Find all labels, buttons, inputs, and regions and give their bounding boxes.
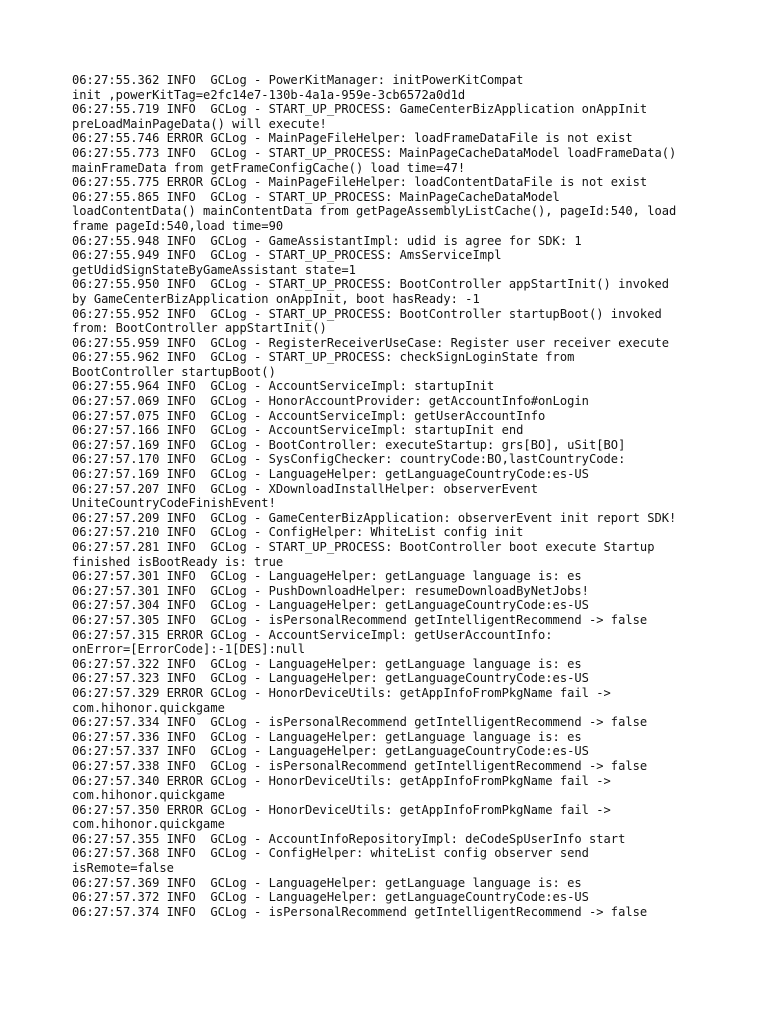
log-line: 06:27:57.304 INFO GCLog - LanguageHelper: getLanguageCountryCode:es-US [72,598,589,613]
log-line: 06:27:55.865 INFO GCLog - START_UP_PROCESS: MainPageCacheDataModel [72,189,560,204]
log-line: 06:27:57.368 INFO GCLog - ConfigHelper: whiteList config observer send [72,846,589,861]
log-line: 06:27:55.773 INFO GCLog - START_UP_PROCESS: MainPageCacheDataModel loadFrameData() [72,145,677,160]
log-line: 06:27:55.962 INFO GCLog - START_UP_PROCESS: checkSignLoginState from [72,350,575,365]
log-line: 06:27:55.949 INFO GCLog - START_UP_PROCESS: AmsServiceImpl [72,248,502,263]
log-line: 06:27:55.775 ERROR GCLog - MainPageFileHelper: loadContentDataFile is not exist [72,175,648,190]
log-line: 06:27:55.746 ERROR GCLog - MainPageFileHelper: loadFrameDataFile is not exist [72,131,633,146]
log-line: 06:27:57.329 ERROR GCLog - HonorDeviceUtils: getAppInfoFromPkgName fail -> [72,685,611,700]
log-line: 06:27:57.301 INFO GCLog - LanguageHelper: getLanguage language is: es [72,569,582,584]
log-line: 06:27:57.169 INFO GCLog - BootController: executeStartup: grs[BO], uSit[BO] [72,437,626,452]
log-line: 06:27:57.210 INFO GCLog - ConfigHelper: WhiteList config init [72,525,524,540]
log-line: 06:27:57.209 INFO GCLog - GameCenterBizApplication: observerEvent init report SDK! [72,510,677,525]
log-line: UniteCountryCodeFinishEvent! [72,496,276,511]
log-line: mainFrameData from getFrameConfigCache() load time=47! [72,160,466,175]
log-line: 06:27:55.719 INFO GCLog - START_UP_PROCESS: GameCenterBizApplication onAppInit [72,102,648,117]
log-line: 06:27:57.069 INFO GCLog - HonorAccountProvider: getAccountInfo#onLogin [72,394,589,409]
log-line: 06:27:57.169 INFO GCLog - LanguageHelper: getLanguageCountryCode:es-US [72,467,589,482]
log-line: com.hihonor.quickgame [72,817,225,832]
log-line: 06:27:57.170 INFO GCLog - SysConfigChecker: countryCode:BO,lastCountryCode: [72,452,626,467]
log-line: 06:27:57.166 INFO GCLog - AccountServiceImpl: startupInit end [72,423,524,438]
log-line: by GameCenterBizApplication onAppInit, boot hasReady: -1 [72,291,480,306]
log-line: 06:27:57.301 INFO GCLog - PushDownloadHelper: resumeDownloadByNetJobs! [72,583,589,598]
log-text-block [72,73,712,919]
log-line: preLoadMainPageData() will execute! [72,116,327,131]
log-line: 06:27:57.338 INFO GCLog - isPersonalRecommend getIntelligentRecommend -> false [72,758,648,773]
log-line: 06:27:57.336 INFO GCLog - LanguageHelper: getLanguage language is: es [72,729,582,744]
log-line: 06:27:57.315 ERROR GCLog - AccountServiceImpl: getUserAccountInfo: [72,627,553,642]
log-line: init ,powerKitTag=e2fc14e7-130b-4a1a-959e-3cb6572a0d1d [72,87,466,102]
log-line: 06:27:55.362 INFO GCLog - PowerKitManager: initPowerKitCompat [72,73,524,87]
log-line: 06:27:55.959 INFO GCLog - RegisterReceiverUseCase: Register user receiver execute [72,335,670,350]
log-line: 06:27:55.950 INFO GCLog - START_UP_PROCESS: BootController appStartInit() invoked [72,277,670,292]
log-line: 06:27:57.323 INFO GCLog - LanguageHelper: getLanguageCountryCode:es-US [72,671,589,686]
log-line: getUdidSignStateByGameAssistant state=1 [72,262,356,277]
log-line: 06:27:57.369 INFO GCLog - LanguageHelper: getLanguage language is: es [72,875,582,890]
log-line: 06:27:57.075 INFO GCLog - AccountServiceImpl: getUserAccountInfo [72,408,546,423]
log-line: 06:27:57.207 INFO GCLog - XDownloadInstallHelper: observerEvent [72,481,538,496]
log-line: 06:27:57.322 INFO GCLog - LanguageHelper: getLanguage language is: es [72,656,582,671]
log-line: 06:27:57.340 ERROR GCLog - HonorDeviceUtils: getAppInfoFromPkgName fail -> [72,773,611,788]
log-line: from: BootController appStartInit() [72,321,327,336]
log-line: 06:27:57.305 INFO GCLog - isPersonalRecommend getIntelligentRecommend -> false [72,612,648,627]
log-line: 06:27:55.948 INFO GCLog - GameAssistantImpl: udid is agree for SDK: 1 [72,233,582,248]
log-line: com.hihonor.quickgame [72,788,225,803]
log-line: 06:27:55.952 INFO GCLog - START_UP_PROCESS: BootController startupBoot() invoked [72,306,662,321]
log-line: isRemote=false [72,861,174,876]
log-line: frame pageId:540,load time=90 [72,218,284,233]
log-line: 06:27:57.337 INFO GCLog - LanguageHelper: getLanguageCountryCode:es-US [72,744,589,759]
log-line: com.hihonor.quickgame [72,700,225,715]
log-line: BootController startupBoot() [72,364,276,379]
log-line: 06:27:57.374 INFO GCLog - isPersonalRecommend getIntelligentRecommend -> false [72,904,648,919]
log-line: 06:27:57.281 INFO GCLog - START_UP_PROCESS: BootController boot execute Startup [72,540,655,554]
log-line: loadContentData() mainContentData from getPageAssemblyListCache(), pageId:540, load [72,204,677,219]
log-line: onError=[ErrorCode]:-1[DES]:null [72,642,305,657]
log-line: 06:27:57.350 ERROR GCLog - HonorDeviceUtils: getAppInfoFromPkgName fail -> [72,802,611,817]
log-line: 06:27:57.372 INFO GCLog - LanguageHelper: getLanguageCountryCode:es-US [72,890,589,905]
log-line: finished isBootReady is: true [72,554,284,569]
log-line: 06:27:55.964 INFO GCLog - AccountServiceImpl: startupInit [72,379,495,394]
log-line: 06:27:57.355 INFO GCLog - AccountInfoRepositoryImpl: deCodeSpUserInfo start [72,831,626,846]
log-line: 06:27:57.334 INFO GCLog - isPersonalRecommend getIntelligentRecommend -> false [72,715,648,730]
